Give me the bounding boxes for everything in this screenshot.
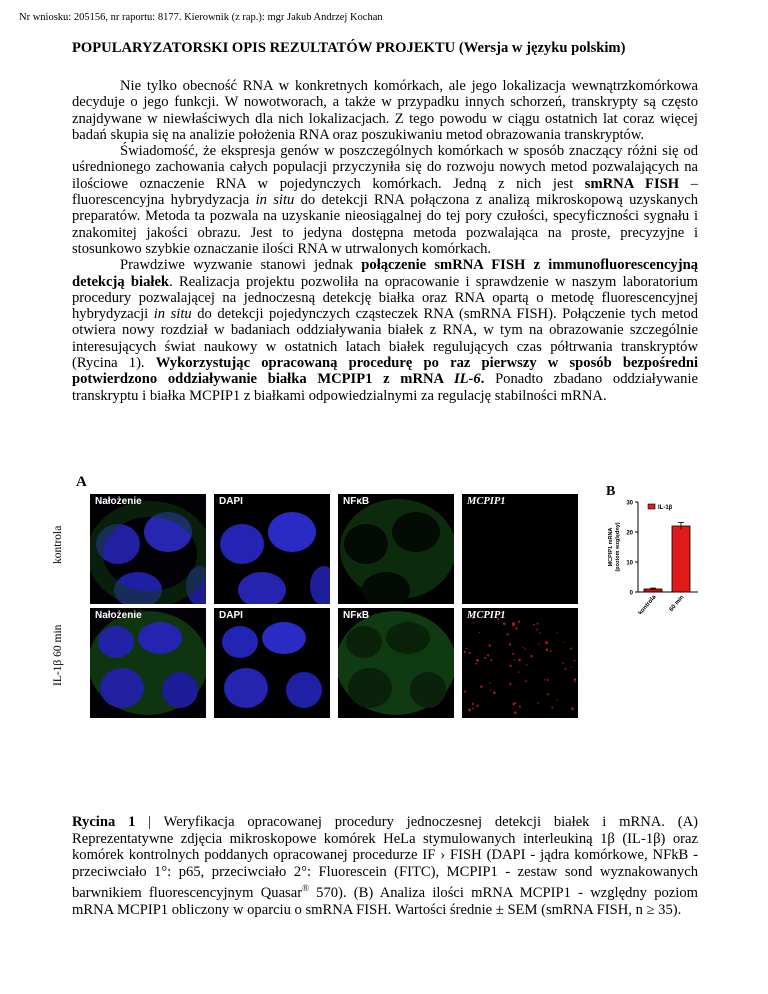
text: do detekcji pojedynczych cząsteczek RNA (smRNA FISH). Połączenie tych metod otwiera nowy rozdział w badaniach oddziaływania białek z RNA, w tym na obrazowanie szczególnie interesujących świat naukowy w ostatnich latach białek regulujących czas półtrwania transkryptów (Rycina 1).	[72, 306, 698, 372]
figure-1	[52, 474, 712, 714]
panel-title: Nałożenie	[95, 496, 142, 507]
micrograph-nfkb-il1b	[338, 608, 454, 718]
bar-chart	[598, 494, 718, 614]
micrograph-overlay-control	[90, 494, 206, 604]
panel-label-a: A	[76, 474, 87, 490]
panel-title: NFκB	[343, 610, 370, 621]
micrograph-nfkb-control	[338, 494, 454, 604]
micrograph-overlay-il1b	[90, 608, 206, 718]
italic-text: in situ	[153, 306, 192, 323]
panel-title: DAPI	[219, 496, 243, 507]
row-label-control: kontrola	[52, 525, 64, 564]
y-tick-label: 10	[626, 560, 633, 567]
y-axis-label: (poziom względny)	[615, 522, 621, 572]
body-text	[72, 78, 698, 404]
dapi-image	[214, 494, 330, 604]
gene-name: IL-6	[453, 371, 481, 388]
bold-text: .	[480, 371, 485, 388]
nfkb-image	[338, 608, 454, 718]
bold-text: smRNA FISH	[584, 175, 680, 192]
micrograph-dapi-control	[214, 494, 330, 604]
paragraph-3	[72, 257, 698, 404]
bar	[672, 526, 690, 592]
panel-label-b: B	[606, 484, 616, 499]
text: Ponadto zbadano oddziaływanie transkryptu i białka MCPIP1 z białkami odpowiedzialnymi za regulację stabilności mRNA.	[72, 371, 698, 404]
y-axis-label: MCPIP1 mRNA	[608, 527, 614, 567]
y-tick-label: 30	[626, 500, 633, 507]
text: – fluorescencyjna hybrydyzacja	[72, 175, 699, 209]
panel-title: NFκB	[343, 496, 370, 507]
italic-text: in situ	[255, 192, 295, 209]
paragraph-2	[72, 143, 698, 257]
panel-title: MCPIP1	[467, 496, 506, 507]
legend-swatch	[648, 504, 655, 509]
legend-label: IL-1β	[658, 505, 673, 511]
y-tick-label: 0	[629, 590, 633, 597]
row-label-il1b: IL-1β 60 min	[52, 624, 64, 686]
caption-text: 570). (B) Analiza ilości mRNA MCPIP1 - względny poziom mRNA MCPIP1 obliczony w oparciu o smRNA FISH. Wartości średnie ± SEM (smRNA FISH, n ≥ 35).	[72, 885, 698, 918]
dapi-image	[214, 608, 330, 718]
nfkb-image	[338, 494, 454, 604]
bold-text: Wykorzystując opracowaną procedurę po raz pierwszy w sposób bezpośredni potwierdzono oddziaływanie białka MCPIP1 z mRNA	[72, 355, 698, 388]
overlay-image	[90, 494, 206, 604]
figure-caption	[72, 814, 698, 918]
report-header: Nr wniosku: 205156, nr raportu: 8177. Kierownik (z rap.): mgr Jakub Andrzej Kochan	[19, 12, 383, 23]
caption-text: | Weryfikacja opracowanej procedury jednoczesnej detekcji białek i mRNA. (A) Reprezentatywne zdjęcia mikroskopowe komórek HeLa stymulowanych interleukiną 1β (IL-1β) oraz komórek kontrolnych poddanych opracowanej procedurze IF › FISH (DAPI - jądra komórkowe, NFkB - przeciwciało 1°: p65, przeciwciało 2°: Fluorescein (FITC), MCPIP1 - zestaw sond wyznakowanych barwnikiem fluorescencyjnym Quasar	[72, 814, 698, 902]
paragraph-1: Nie tylko obecność RNA w konkretnych komórkach, ale jego lokalizacja wewnątrzkomórkowa decyduje o jego funkcji. W nowotworach, a także w przypadku innych schorzeń, transkrypty są często znajdywane w niewłaściwych dla nich lokalizacjach. Z tego powodu w ciągu ostatnich lat coraz więcej badań skupia się na analizie położenia RNA oraz poszukiwaniu metod obrazowania transkryptów.	[72, 78, 698, 143]
text: Prawdziwe wyzwanie stanowi jednak	[120, 257, 362, 274]
text: do detekcji RNA połączona z analizą mikroskopową uzyskanych preparatów. Metoda ta pozwala na uzyskanie nieosiągalnej do tej pory czułości, specyficzności sygnału i znakomitej jakości obrazu. Jest to jedyna dostępna metoda pozwalająca na proste, precyzyjne i stosunkowo szybkie oznaczanie ilości RNA w utrwalonych komórkach.	[72, 192, 698, 257]
micrograph-mcpip1-il1b	[462, 608, 578, 718]
y-tick-label: 20	[626, 530, 633, 537]
micrograph-dapi-il1b	[214, 608, 330, 718]
panel-title: DAPI	[219, 610, 243, 621]
caption-label: Rycina 1	[72, 814, 136, 830]
chart-svg	[598, 494, 718, 614]
x-tick-label: 60 min	[668, 594, 686, 613]
mcpip1-image	[462, 608, 578, 718]
panel-title: Nałożenie	[95, 610, 142, 621]
registered-mark: ®	[302, 883, 309, 894]
x-tick-label: kontrola	[637, 594, 658, 614]
overlay-image	[90, 608, 206, 718]
page-title: POPULARYZATORSKI OPIS REZULTATÓW PROJEKTU (Wersja w języku polskim)	[72, 40, 626, 56]
text: Świadomość, że ekspresja genów w poszczególnych komórkach w sposób znaczący różni się od uśrednionego zachowania całych populacji przyczyniła się do rozwoju nowych metod pozwalających na ilościowe oznaczenie RNA w pojedynczych komórkach. Jedną z nich jest	[72, 143, 698, 192]
mcpip1-image	[462, 494, 578, 604]
bold-italic-text	[454, 371, 481, 387]
bold-text: połączenie smRNA FISH z immunofluorescencyjną detekcją białek	[72, 257, 699, 290]
text: . Realizacja projektu pozwoliła na opracowanie i sprawdzenie w naszym laboratorium procedury pozwalającej na jednoczesną detekcję białka oraz RNA opartą o metodę fluorescencyjnej hybrydyzacji	[72, 273, 698, 323]
micrograph-mcpip1-control	[462, 494, 578, 604]
panel-title: MCPIP1	[467, 610, 506, 621]
